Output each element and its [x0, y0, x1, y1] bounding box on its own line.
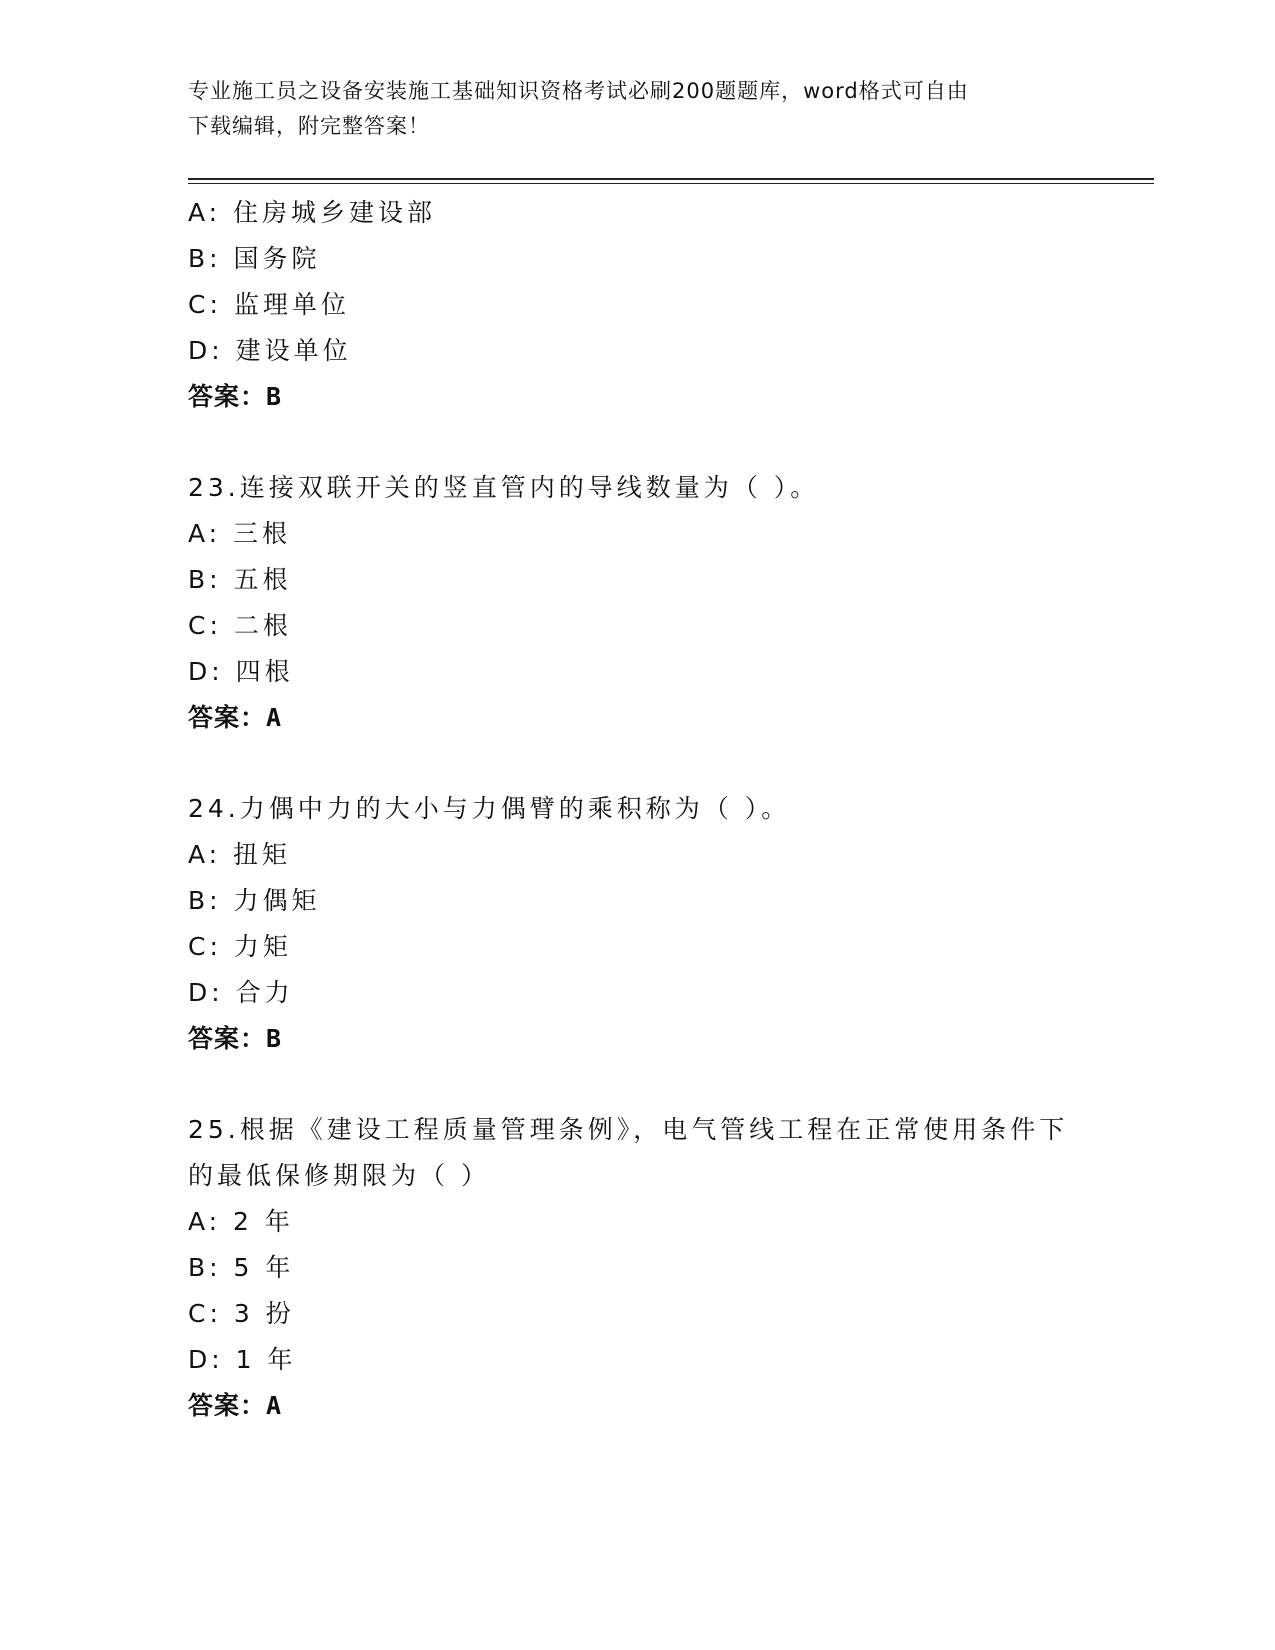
answer-value: A	[266, 1391, 283, 1420]
option-c: C: 监理单位	[188, 290, 350, 319]
option-b: B: 国务院	[188, 244, 321, 273]
option-c: C: 力矩	[188, 932, 292, 961]
option-a: A: 扭矩	[188, 840, 292, 869]
answer-value: B	[266, 1024, 283, 1053]
option-d: D: 建设单位	[188, 336, 352, 365]
option-a: A: 2 年	[188, 1207, 294, 1236]
answer-label: 答案：	[188, 1024, 267, 1053]
question-title-line2: 的最低保修期限为（ ）	[188, 1161, 490, 1190]
option-b: B: 力偶矩	[188, 886, 321, 915]
option-b: B: 5 年	[188, 1253, 295, 1282]
answer-line	[188, 1016, 1088, 1062]
option-a: A: 三根	[188, 519, 292, 548]
answer-value: B	[266, 382, 283, 411]
question-list	[188, 190, 1088, 1429]
header-divider-thin	[188, 183, 1154, 184]
question-25	[188, 1107, 1088, 1429]
answer-label: 答案：	[188, 382, 267, 411]
question-24	[188, 786, 1088, 1062]
question-22	[188, 190, 1088, 420]
answer-value: A	[266, 703, 283, 732]
answer-line	[188, 374, 1088, 420]
question-title: 23.连接双联开关的竖直管内的导线数量为（ ）。	[188, 473, 820, 502]
header-divider-thick	[188, 178, 1154, 180]
option-c: C: 3 扮	[188, 1299, 295, 1328]
question-title: 24.力偶中力的大小与力偶臂的乘积称为（ ）。	[188, 794, 791, 823]
answer-line	[188, 1383, 1088, 1429]
option-d: D: 四根	[188, 657, 294, 686]
option-c: C: 二根	[188, 611, 292, 640]
document-header	[188, 74, 1068, 144]
option-d: D: 1 年	[188, 1345, 297, 1374]
option-b: B: 五根	[188, 565, 292, 594]
option-d: D: 合力	[188, 978, 294, 1007]
header-title-line2: 下载编辑，附完整答案！	[188, 114, 430, 138]
question-23	[188, 465, 1088, 741]
answer-label: 答案：	[188, 703, 267, 732]
option-a: A: 住房城乡建设部	[188, 198, 437, 227]
question-title-line1: 25.根据《建设工程质量管理条例》，电气管线工程在正常使用条件下	[188, 1115, 1069, 1144]
answer-label: 答案：	[188, 1391, 267, 1420]
header-title-line1: 专业施工员之设备安装施工基础知识资格考试必刷200题题库，word格式可自由	[188, 79, 969, 103]
answer-line	[188, 695, 1088, 741]
